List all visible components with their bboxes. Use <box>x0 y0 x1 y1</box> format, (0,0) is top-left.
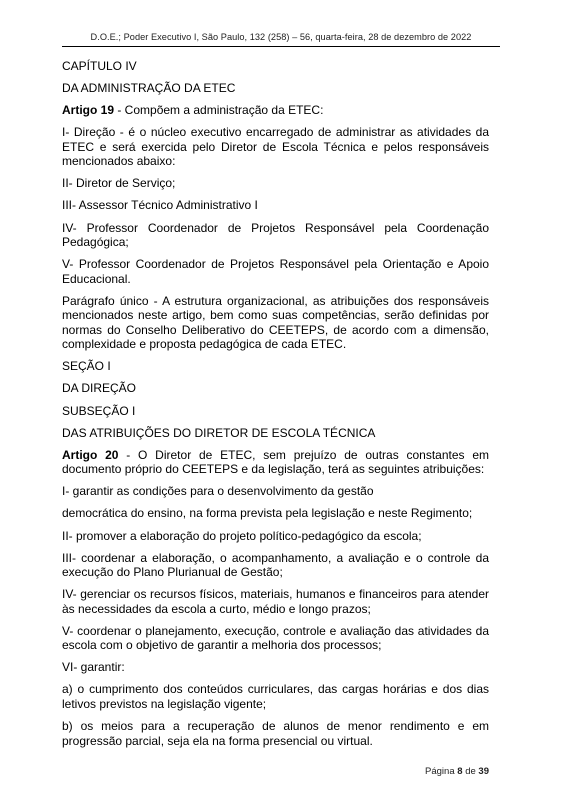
header-divider <box>62 46 500 47</box>
article-20-item-iv: IV- gerenciar os recursos físicos, materiais, humanos e financeiros para atender às necessidades da escola a curto, médio e longo prazos; <box>62 587 489 616</box>
article-19-item-v: V- Professor Coordenador de Projetos Responsável pela Orientação e Apoio Educacional. <box>62 257 489 286</box>
gazette-header: D.O.E.; Poder Executivo I, São Paulo, 132 (258) – 56, quarta-feira, 28 de dezembro de 2022 <box>90 32 472 42</box>
paragrafo-unico: Parágrafo único - A estrutura organizacional, as atribuições dos responsáveis mencionados neste artigo, bem como suas competências, serão definidas por normas do Conselho Deliberativo do CEETEPS, de acordo com a dimensão, complexidade e proposta pedagógica de cada ETEC. <box>62 293 489 352</box>
chapter-subtitle: DA ADMINISTRAÇÃO DA ETEC <box>62 81 236 96</box>
page-current: 8 <box>457 766 463 777</box>
article-19-item-i: I- Direção - é o núcleo executivo encarregado de administrar as atividades da ETEC e será exercida pelo Diretor de Escola Técnica e pelos responsáveis mencionados abaixo: <box>62 125 489 169</box>
page-total: 39 <box>478 766 489 777</box>
section-subtitle: DA DIREÇÃO <box>62 381 137 396</box>
article-20-item-vi-a: a) o cumprimento dos conteúdos curriculares, das cargas horárias e dos dias letivos previstos na legislação vigente; <box>62 682 489 711</box>
article-20-item-i-line1: I- garantir as condições para o desenvolvimento da gestão <box>62 484 374 499</box>
article-20-text: - O Diretor de ETEC, sem prejuízo de outras constantes em documento próprio do CEETEPS e da legislação, terá as seguintes atribuições: <box>62 447 489 477</box>
article-19-item-iii: III- Assessor Técnico Administrativo I <box>62 198 258 213</box>
document-body <box>62 59 489 756</box>
page-of: de <box>465 766 476 777</box>
article-20-heading <box>62 448 489 477</box>
subsection-subtitle: DAS ATRIBUIÇÕES DO DIRETOR DE ESCOLA TÉCNICA <box>62 425 376 440</box>
article-20-item-vi: VI- garantir: <box>62 660 125 675</box>
article-19-text: - Compõem a administração da ETEC: <box>114 103 324 118</box>
subsection-title: SUBSEÇÃO I <box>62 403 136 418</box>
article-20-item-vi-b: b) os meios para a recuperação de alunos de menor rendimento e em progressão parcial, seja ela na forma presencial ou virtual. <box>62 719 489 748</box>
article-20-item-ii: II- promover a elaboração do projeto político-pedagógico da escola; <box>62 528 422 543</box>
article-19-heading <box>62 103 489 118</box>
section-title: SEÇÃO I <box>62 359 111 374</box>
article-20-item-iii: III- coordenar a elaboração, o acompanhamento, a avaliação e o controle da execução do Plano Plurianual de Gestão; <box>62 550 489 580</box>
page-word: Página <box>425 766 455 777</box>
article-20-item-i-line2: democrática do ensino, na forma prevista pela legislação e neste Regimento; <box>62 506 473 521</box>
article-19-item-iv: IV- Professor Coordenador de Projetos Responsável pela Coordenação Pedagógica; <box>62 220 489 250</box>
chapter-title: CAPÍTULO IV <box>62 59 137 73</box>
page-number <box>300 766 489 777</box>
article-20-label: Artigo 20 <box>62 447 119 462</box>
article-19-item-ii: II- Diretor de Serviço; <box>62 176 176 191</box>
article-20-item-v: V- coordenar o planejamento, execução, controle e avaliação das atividades da escola com o objetivo de garantir a melhoria dos processos; <box>62 623 489 653</box>
article-19-label: Artigo 19 <box>62 103 115 118</box>
